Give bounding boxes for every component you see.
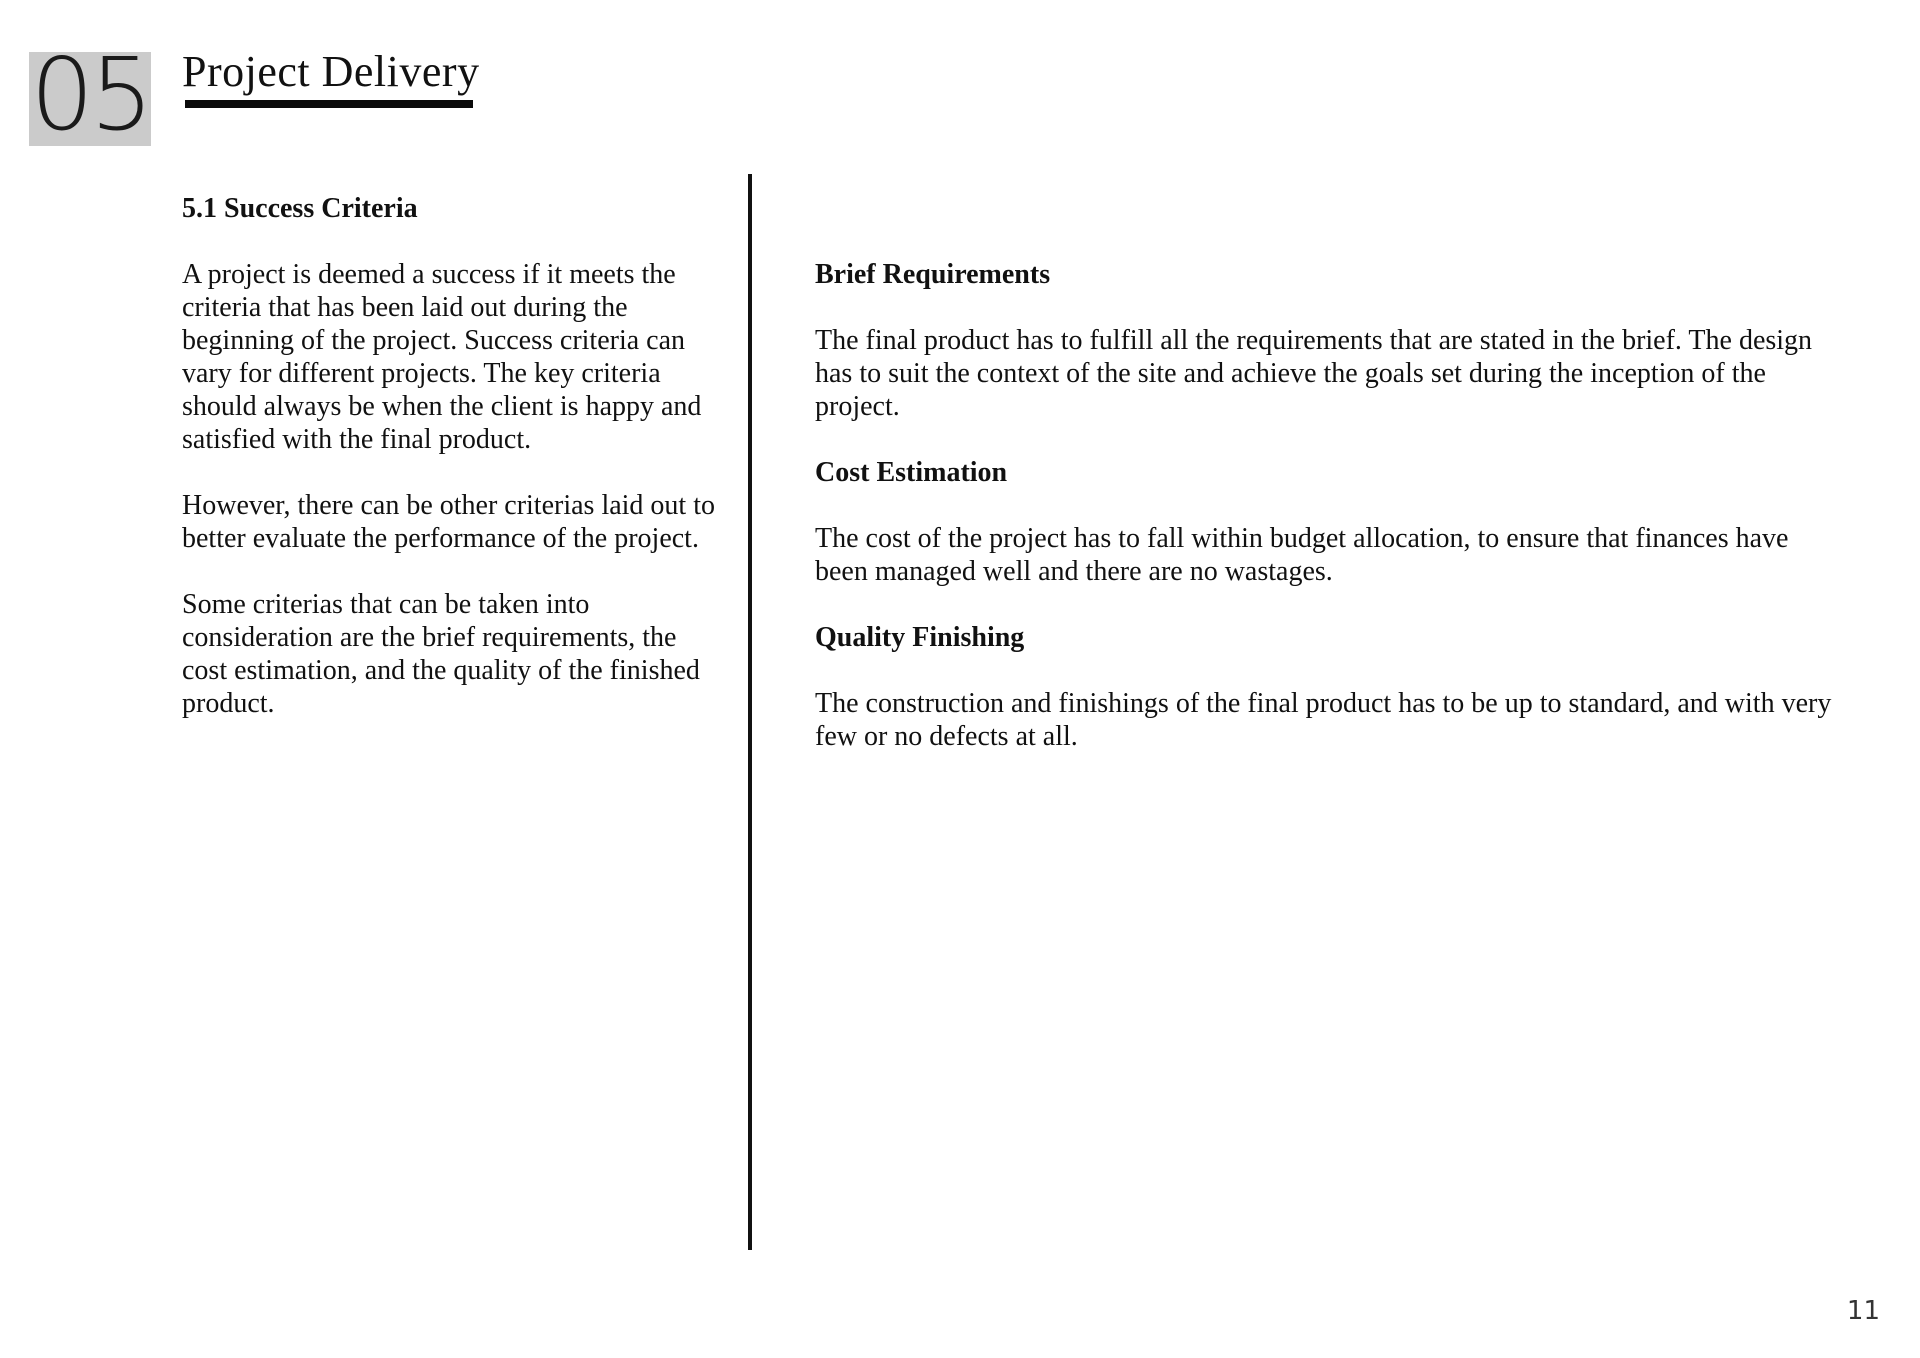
subsection-heading: 5.1 Success Criteria bbox=[182, 193, 418, 224]
paragraph: A project is deemed a success if it meets the criteria that has been laid out during the beginning of the project. Success criteria can vary for different projects. The key criteria should always be when the client is happy and satisfied with the final product. bbox=[182, 259, 702, 455]
title-underline bbox=[185, 100, 473, 108]
section-number: 05 bbox=[30, 36, 150, 153]
column-divider bbox=[748, 174, 752, 1250]
criteria-text-brief: The final product has to fulfill all the requirements that are stated in the brief. The design has to suit the context of the site and achieve the goals set during the inception of the project. bbox=[815, 325, 1813, 422]
left-column bbox=[182, 192, 722, 753]
right-column bbox=[815, 258, 1835, 786]
criteria-heading-brief: Brief Requirements bbox=[815, 259, 1051, 290]
paragraph: Some criterias that can be taken into consideration are the brief requirements, the cost estimation, and the quality of the finished product. bbox=[182, 589, 700, 719]
criteria-heading-cost: Cost Estimation bbox=[815, 457, 1008, 488]
paragraph: However, there can be other criterias laid out to better evaluate the performance of the project. bbox=[182, 490, 715, 554]
criteria-text-quality: The construction and finishings of the final product has to be up to standard, and with very few or no defects at all. bbox=[815, 688, 1832, 752]
criteria-text-cost: The cost of the project has to fall within budget allocation, to ensure that finances have been managed well and there are no wastages. bbox=[815, 523, 1789, 587]
page-number: 11 bbox=[1846, 1296, 1880, 1326]
criteria-heading-quality: Quality Finishing bbox=[815, 622, 1025, 653]
section-title: Project Delivery bbox=[182, 47, 480, 96]
